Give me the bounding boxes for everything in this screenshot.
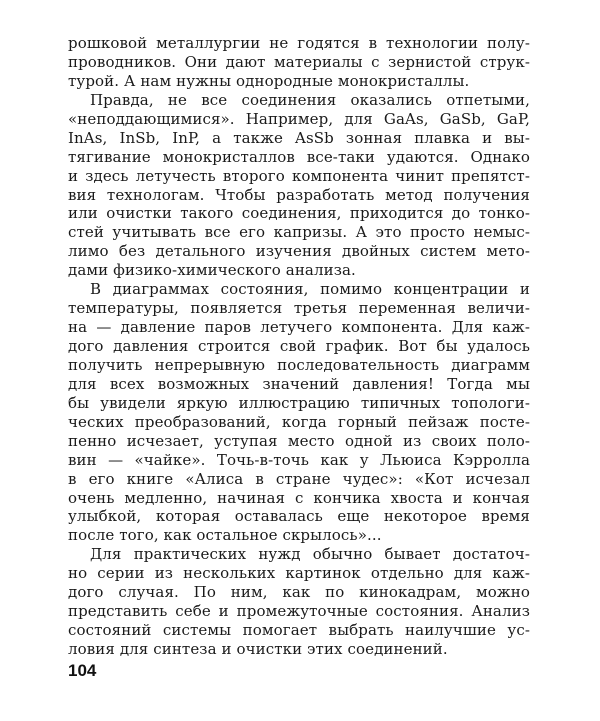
text-line: ловия для синтеза и очистки этих соединений. [68,640,448,658]
text-line: очень медленно, начиная с кончика хвоста и кончая [68,488,530,507]
text-line: или очистки такого соединения, приходится до тонко- [68,204,530,223]
text-line: вин — «чайке». Точь-в-точь как у Льюиса Кэрролла [68,450,530,469]
text-line: дого давления строится свой график. Вот бы удалось [68,337,530,355]
text-line: представить себе и промежуточные состояния. Анализ [68,602,530,621]
text-line: вия технологам. Чтобы разработать метод получения [68,185,530,204]
text-line: ческих преобразований, когда горный пейзаж посте- [68,412,530,431]
text-line: на — давление паров летучего компонента. Для каж- [68,318,530,337]
text-line: тягивание монокристаллов все-таки удаются. Однако [68,147,530,166]
paragraph [68,280,530,545]
page-number: 104 [68,661,97,680]
text-line: бы увидели яркую иллюстрацию типичных топологи- [68,393,530,412]
paragraph [68,91,530,280]
text-line: после того, как остальное скрылось»... [68,526,382,545]
text-line: в его книге «Алиса в стране чудес»: «Кот исчезал [68,469,530,488]
text-line: дами физико-химического анализа. [68,261,356,280]
text-line: «неподдающимися». Например, для GaAs, GaSb, GaP, [68,109,530,128]
text-line: проводников. Они дают материалы с зернистой струк- [68,52,530,71]
text-line: температуры, появляется третья переменная величи- [68,299,530,318]
text-line: рошковой металлургии не годятся в технологии полу- [68,34,530,52]
paragraph [68,34,530,91]
book-page-text [68,34,530,659]
text-line: но серии из нескольких картинок отдельно для каж- [68,564,530,583]
text-line: и здесь летучесть второго компонента чинит препятст- [68,166,530,185]
text-line: Для практических нужд обычно бывает достаточ- [90,545,530,564]
text-line: пенно исчезает, уступая место одной из своих поло- [68,431,530,450]
text-line: улыбкой, которая оставалась еще некоторое время [68,507,530,526]
text-line: дого случая. По ним, как по кинокадрам, можно [68,583,530,602]
text-line: InAs, InSb, InP, а также AsSb зонная плавка и вы- [68,128,530,147]
text-line: Правда, не все соединения оказались отпетыми, [90,90,530,109]
text-line: для всех возможных значений давления! Тогда мы [68,374,530,393]
text-line: получить непрерывную последовательность диаграмм [68,355,530,374]
text-line: стей учитывать все его капризы. А это просто немыс- [68,223,530,242]
text-line: турой. А нам нужны однородные монокристаллы. [68,71,470,90]
text-line: состояний системы помогает выбрать наилучшие ус- [68,621,530,640]
text-line: лимо без детального изучения двойных систем мето- [68,242,530,261]
paragraph [68,545,530,659]
text-line: В диаграммах состояния, помимо концентрации и [90,280,530,299]
